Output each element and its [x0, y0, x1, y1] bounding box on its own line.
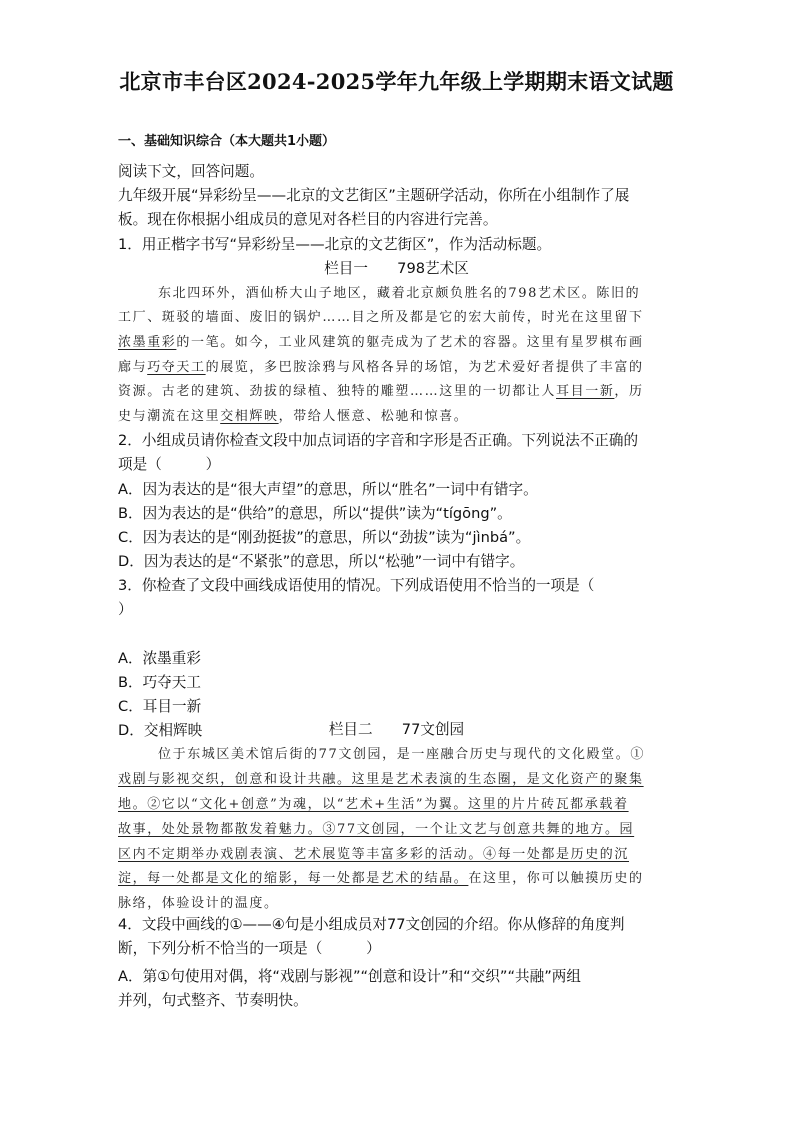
col1-paragraph-line: 浓墨重彩的一笔。如今，工业风建筑的躯壳成为了艺术的容器。这里有星罗棋布画 — [118, 335, 644, 350]
col2-paragraph-line: 位于东城区美术馆后街的77文创园，是一座融合历史与现代的文化殿堂。① — [158, 747, 645, 762]
question-3-stem: ） — [118, 601, 133, 618]
question-2-option-b: B．因为表达的是“供给”的意思，所以“提供”读为“tígōng”。 — [118, 505, 512, 522]
question-4-stem: 4．文段中画线的①——④句是小组成员对77文创园的介绍。你从修辞的角度判 — [118, 916, 625, 933]
question-4-option-a: 并列，句式整齐、节奏明快。 — [118, 992, 308, 1009]
page-title: 北京市丰台区2024-2025学年九年级上学期期末语文试题 — [119, 69, 674, 94]
underlined-idiom: 浓墨重彩 — [118, 335, 177, 350]
question-3-option-a: A．浓墨重彩 — [118, 650, 201, 667]
underlined-idiom: 巧夺天工 — [147, 360, 206, 375]
col2-paragraph-line: 区内不定期举办戏剧表演、艺术展览等丰富多彩的活动。④每一处都是历史的沉 — [118, 847, 630, 862]
question-4-stem: 断，下列分析不恰当的一项是（ ） — [118, 940, 381, 957]
col1-paragraph-line: 资源。古老的建筑、劲拔的绿植、独特的雕塑……这里的一切都让人耳目一新，历 — [118, 384, 644, 399]
question-2-option-d: D．因为表达的是“不紧张”的意思，所以“松驰”一词中有错字。 — [118, 553, 525, 570]
section-heading: 一、基础知识综合（本大题共1小题） — [118, 134, 336, 149]
question-2-stem: 2．小组成员请你检查文段中加点词语的字音和字形是否正确。下列说法不正确的 — [118, 432, 639, 449]
col1-paragraph-line: 廊与巧夺天工的展览，多巴胺涂鸦与风格各异的场馆，为艺术爱好者提供了丰富的 — [118, 360, 644, 375]
question-2-option-a: A．因为表达的是“很大声望”的意思，所以“胜名”一词中有错字。 — [118, 481, 538, 498]
intro-line: 板。现在你根据小组成员的意见对各栏目的内容进行完善。 — [118, 211, 498, 228]
col1-paragraph-line: 工厂、斑驳的墙面、废旧的锅炉……目之所及都是它的宏大前传，时光在这里留下 — [118, 310, 644, 325]
question-3-option-c: C．耳目一新 — [118, 698, 202, 715]
question-3-stem: 3．你检查了文段中画线成语使用的情况。下列成语使用不恰当的一项是（ — [118, 577, 595, 594]
intro-line: 阅读下文，回答问题。 — [118, 163, 264, 180]
question-3-option-b: B．巧夺天工 — [118, 674, 201, 691]
question-2-option-c: C．因为表达的是“刚劲挺拔”的意思，所以“劲拔”读为“jìnbá”。 — [118, 529, 531, 546]
col2-paragraph-line: 脉络，体验设计的温度。 — [118, 896, 279, 911]
question-2-stem: 项是（ ） — [118, 456, 221, 473]
underlined-idiom: 交相辉映 — [220, 409, 279, 424]
column-1-heading: 栏目一 798艺术区 — [324, 260, 469, 277]
question-1: 1．用正楷字书写“异彩纷呈——北京的文艺街区”，作为活动标题。 — [118, 236, 552, 253]
col2-paragraph-line: 地。②它以“文化+创意”为魂，以“艺术+生活”为翼。这里的片片砖瓦都承载着 — [118, 797, 629, 812]
col1-paragraph-line: 史与潮流在这里交相辉映，带给人惬意、松驰和惊喜。 — [118, 409, 469, 424]
column-2-heading: 栏目二 77文创园 — [328, 721, 465, 738]
col1-paragraph-line: 东北四环外，酒仙桥大山子地区，藏着北京颇负胜名的798艺术区。陈旧的 — [158, 286, 641, 301]
question-4-option-a: A．第①句使用对偶，将“戏剧与影视”“创意和设计”和“交织”“共融”两组 — [118, 968, 581, 985]
col2-paragraph-line: 故事，处处景物都散发着魅力。③77文创园，一个让文艺与创意共舞的地方。园 — [118, 822, 635, 837]
underlined-idiom: 耳目一新 — [556, 384, 615, 399]
col2-paragraph-line: 戏剧与影视交织，创意和设计共融。这里是艺术表演的生态圈，是文化资产的聚集 — [118, 772, 644, 787]
intro-line: 九年级开展“异彩纷呈——北京的文艺街区”主题研学活动，你所在小组制作了展 — [118, 187, 630, 204]
question-3-option-d: D．交相辉映 — [118, 722, 203, 739]
col2-paragraph-line: 淀，每一处都是文化的缩影，每一处都是艺术的结晶。在这里，你可以触摸历史的 — [118, 871, 644, 886]
